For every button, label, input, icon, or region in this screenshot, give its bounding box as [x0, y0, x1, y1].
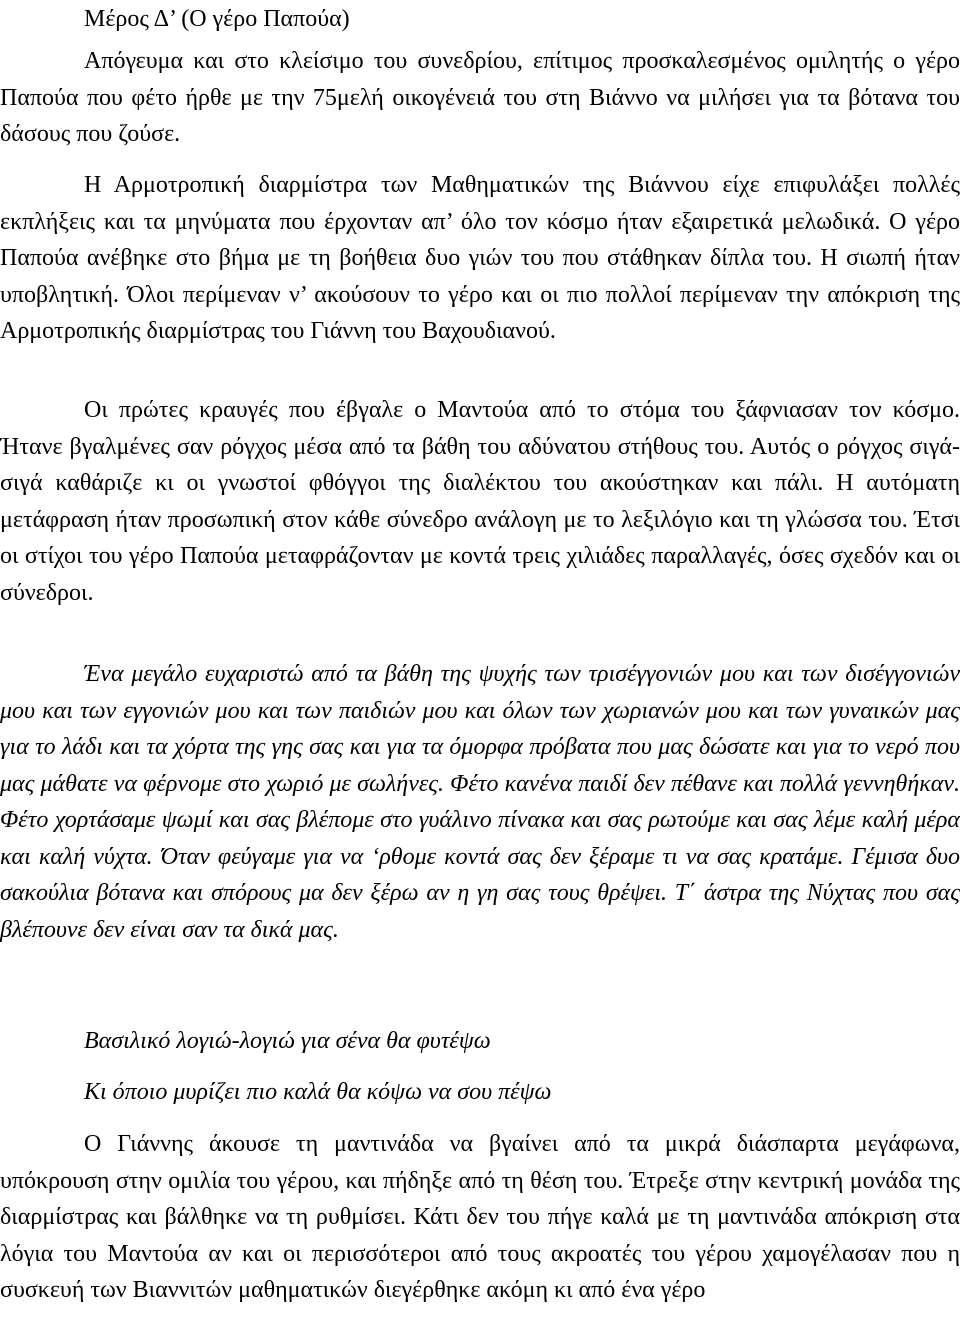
verse-line-1: Βασιλικό λογιώ-λογιώ για σένα θα φυτέψω	[84, 1028, 491, 1054]
paragraph-speech: Ένα μεγάλο ευχαριστώ από τα βάθη της ψυχής των τρισέγγονιών μου και των δισέγγονιών μου και των εγγονιών μου και των παιδιών μου και όλων των χωριανών μου και των γυναικών μας για το λάδι και τα χόρτα της γης σας και για τα όμορφα πρόβατα που μας δώσατε και για το νερό που μας μάθατε να φέρνομε στο χωριό με σωλήνες. Φέτο κανένα παιδί δεν πέθανε και πολλά γεννηθήκαν. Φέτο χορτάσαμε ψωμί και σας βλέπομε στο γυάλινο πίνακα και σας ρωτούμε και σας λέμε καλή μέρα και καλή νύχτα. Όταν φεύγαμε για να ‘ρθομε κοντά σας δεν ξέραμε τι να σας κρατάμε. Γέμισα δυο σακούλια βότανα και σπόρους μα δεν ξέρω αν η γη σας τους θρέψει. Τ΄ άστρα της Νύχτας που σας βλέπουνε δεν είναι σαν τα δικά μας.	[0, 661, 960, 943]
paragraph-intro: Απόγευμα και στο κλείσιμο του συνεδρίου, επίτιμος προσκαλεσμένος ομιλητής ο γέρο Παπούα που φέτο ήρθε με την 75μελή οικογένειά του στη Βιάννο να μιλήσει για τα βότανα του δάσους που ζούσε.	[0, 48, 960, 147]
paragraph-closing: Ο Γιάννης άκουσε τη μαντινάδα να βγαίνει από τα μικρά διάσπαρτα μεγάφωνα, υπόκρουση στην ομιλία του γέρου, και πήδηξε από τη θέση του. Έτρεξε στην κεντρική μονάδα της διαρμίστρας και βάλθηκε να τη ρυθμίσει. Κάτι δεν του πήγε καλά με τη μαντινάδα απόκριση στα λόγια του Μαντούα αν και οι περισσότεροι από τους ακροατές του γέρου χαμογέλασαν που η συσκευή των Βιαννιτών μαθηματικών διεγέρθηκε ακόμη κι από ένα γέρο	[0, 1131, 960, 1303]
paragraph-first-cries: Οι πρώτες κραυγές που έβγαλε ο Μαντούα από το στόμα του ξάφνιασαν τον κόσμο. Ήτανε βγαλμένες σαν ρόγχος μέσα από τα βάθη του αδύνατου στήθους του. Αυτός ο ρόγχος σιγά-σιγά καθάριζε κι οι γνωστοί φθόγγοι της διαλέκτου του ακούστηκαν και πάλι. Η αυτόματη μετάφραση ήταν προσωπική στον κάθε σύνεδρο ανάλογη με το λεξιλόγιο και τη γλώσσα του. Έτσι οι στίχοι του γέρο Παπούα μεταφράζονταν με κοντά τρεις χιλιάδες παραλλαγές, όσες σχεδόν και οι σύνεδροι.	[0, 397, 960, 606]
verse-line-2: Κι όποιο μυρίζει πιο καλά θα κόψω να σου πέψω	[84, 1079, 552, 1105]
section-title: Μέρος Δ’ (Ο γέρο Παπούα)	[84, 6, 350, 32]
paragraph-diarmistra: Η Αρμοτροπική διαρμίστρα των Μαθηματικών της Βιάννου είχε επιφυλάξει πολλές εκπλήξεις και τα μηνύματα που έρχονταν απ’ όλο τον κόσμο ήταν εξαιρετικά μελωδικά. Ο γέρο Παπούα ανέβηκε στο βήμα με τη βοήθεια δυο γιών του που στάθηκαν δίπλα του. Η σιωπή ήταν υποβλητική. Όλοι περίμεναν ν’ ακούσουν το γέρο και οι πιο πολλοί περίμεναν την απόκριση της Αρμοτροπικής διαρμίστρας του Γιάννη του Βαχουδιανού.	[0, 172, 960, 344]
